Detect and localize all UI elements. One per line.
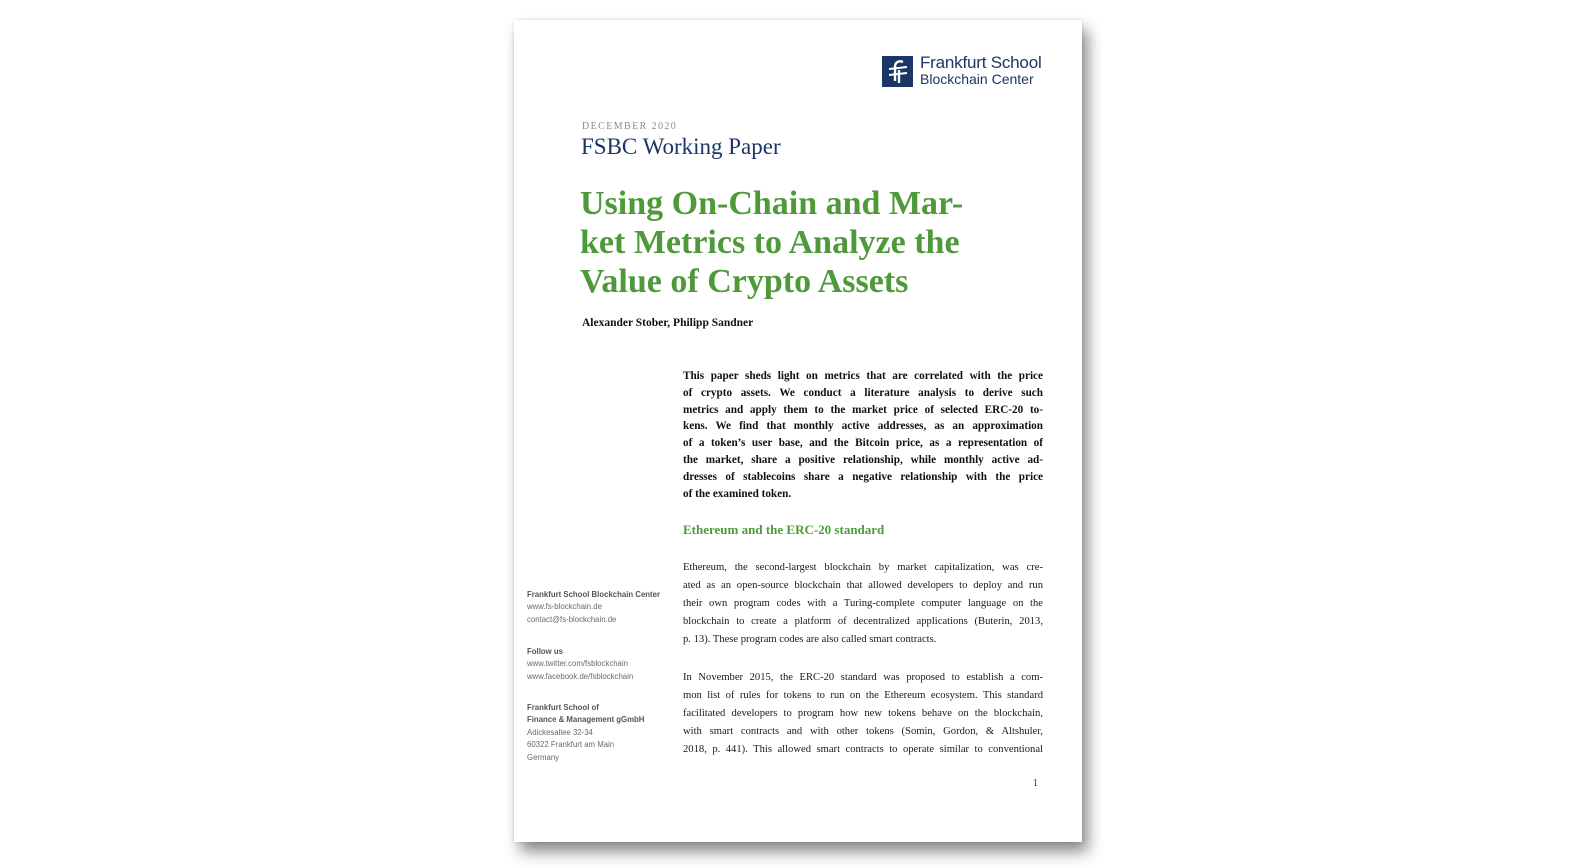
logo-subtitle: Blockchain Center (920, 71, 1034, 87)
body-line: ated as an open-source blockchain that allowed developers to deploy and run (683, 580, 1043, 592)
sidebar-contact (527, 589, 660, 626)
sidebar-follow-title: Follow us (527, 647, 563, 656)
address-street: Adickesallee 32-34 (527, 727, 593, 737)
abstract-line: This paper sheds light on metrics that are correlated with the price (683, 370, 1043, 382)
sidebar-follow (527, 646, 633, 683)
abstract-line: metrics and apply them to the market price of selected ERC-20 to- (683, 403, 1043, 416)
sidebar-address-title: Frankfurt School of (527, 703, 599, 712)
logo-name: Frankfurt School (920, 53, 1042, 72)
body-line: mon list of rules for tokens to run on the Ethereum ecosystem. This standard (683, 690, 1043, 702)
title-line: Value of Crypto Assets (580, 263, 909, 300)
fs-logo-icon (882, 56, 913, 87)
body-line: p. 13). These program codes are also called smart contracts. (683, 634, 937, 646)
address-city: 60322 Frankfurt am Main (527, 740, 615, 750)
facebook-link[interactable]: www.facebook.de/fsblockchain (527, 671, 634, 681)
abstract-line: of crypto assets. We conduct a literature analysis to derive such (683, 386, 1043, 399)
abstract (683, 368, 1043, 502)
abstract-line: of the examined token. (683, 487, 792, 500)
body-line: their own program codes with a Turing-complete computer language on the (683, 598, 1043, 610)
body-line: with smart contracts and with other tokens (Somin, Gordon, & Altshuler, (683, 726, 1043, 738)
sidebar-address-title: Finance & Management gGmbH (527, 715, 645, 725)
series-title: FSBC Working Paper (581, 134, 781, 159)
page-number: 1 (1033, 778, 1038, 789)
abstract-line: dresses of stablecoins share a negative relationship with the price (683, 470, 1043, 483)
body-line: facilitated developers to program how new tokens behave on the blockchain, (683, 708, 1043, 720)
paper-title (580, 184, 1050, 301)
authors: Alexander Stober, Philipp Sandner (582, 317, 754, 329)
paper-page (514, 20, 1082, 842)
abstract-line: kens. We find that monthly active addresses, as an approximation (683, 420, 1043, 433)
abstract-line: the market, share a positive relationship, while monthly active ad- (683, 453, 1043, 466)
sidebar-address (527, 702, 644, 764)
website-link[interactable]: www.fs-blockchain.de (527, 602, 602, 612)
section-heading: Ethereum and the ERC-20 standard (683, 522, 885, 537)
twitter-link[interactable]: www.twitter.com/fsblockchain (527, 659, 628, 669)
title-line: Using On-Chain and Mar- (580, 185, 964, 222)
body-line: blockchain to create a platform of decentralized applications (Buterin, 2013, (683, 616, 1043, 628)
email-link[interactable]: contact@fs-blockchain.de (527, 614, 617, 624)
publication-date: DECEMBER 2020 (582, 121, 678, 132)
body-line: Ethereum, the second-largest blockchain by market capitalization, was cre- (683, 562, 1043, 573)
address-country: Germany (527, 752, 560, 762)
title-line: ket Metrics to Analyze the (580, 224, 960, 261)
abstract-line: of a token’s user base, and the Bitcoin price, as a representation of (683, 437, 1043, 450)
body-line: 2018, p. 441). This allowed smart contracts to operate similar to conventional (683, 744, 1043, 756)
sidebar-contact-title: Frankfurt School Blockchain Center (527, 590, 661, 599)
body-line: In November 2015, the ERC-20 standard was proposed to establish a com- (683, 672, 1043, 683)
body-paragraph (683, 669, 1043, 759)
body-paragraph (683, 559, 1043, 649)
